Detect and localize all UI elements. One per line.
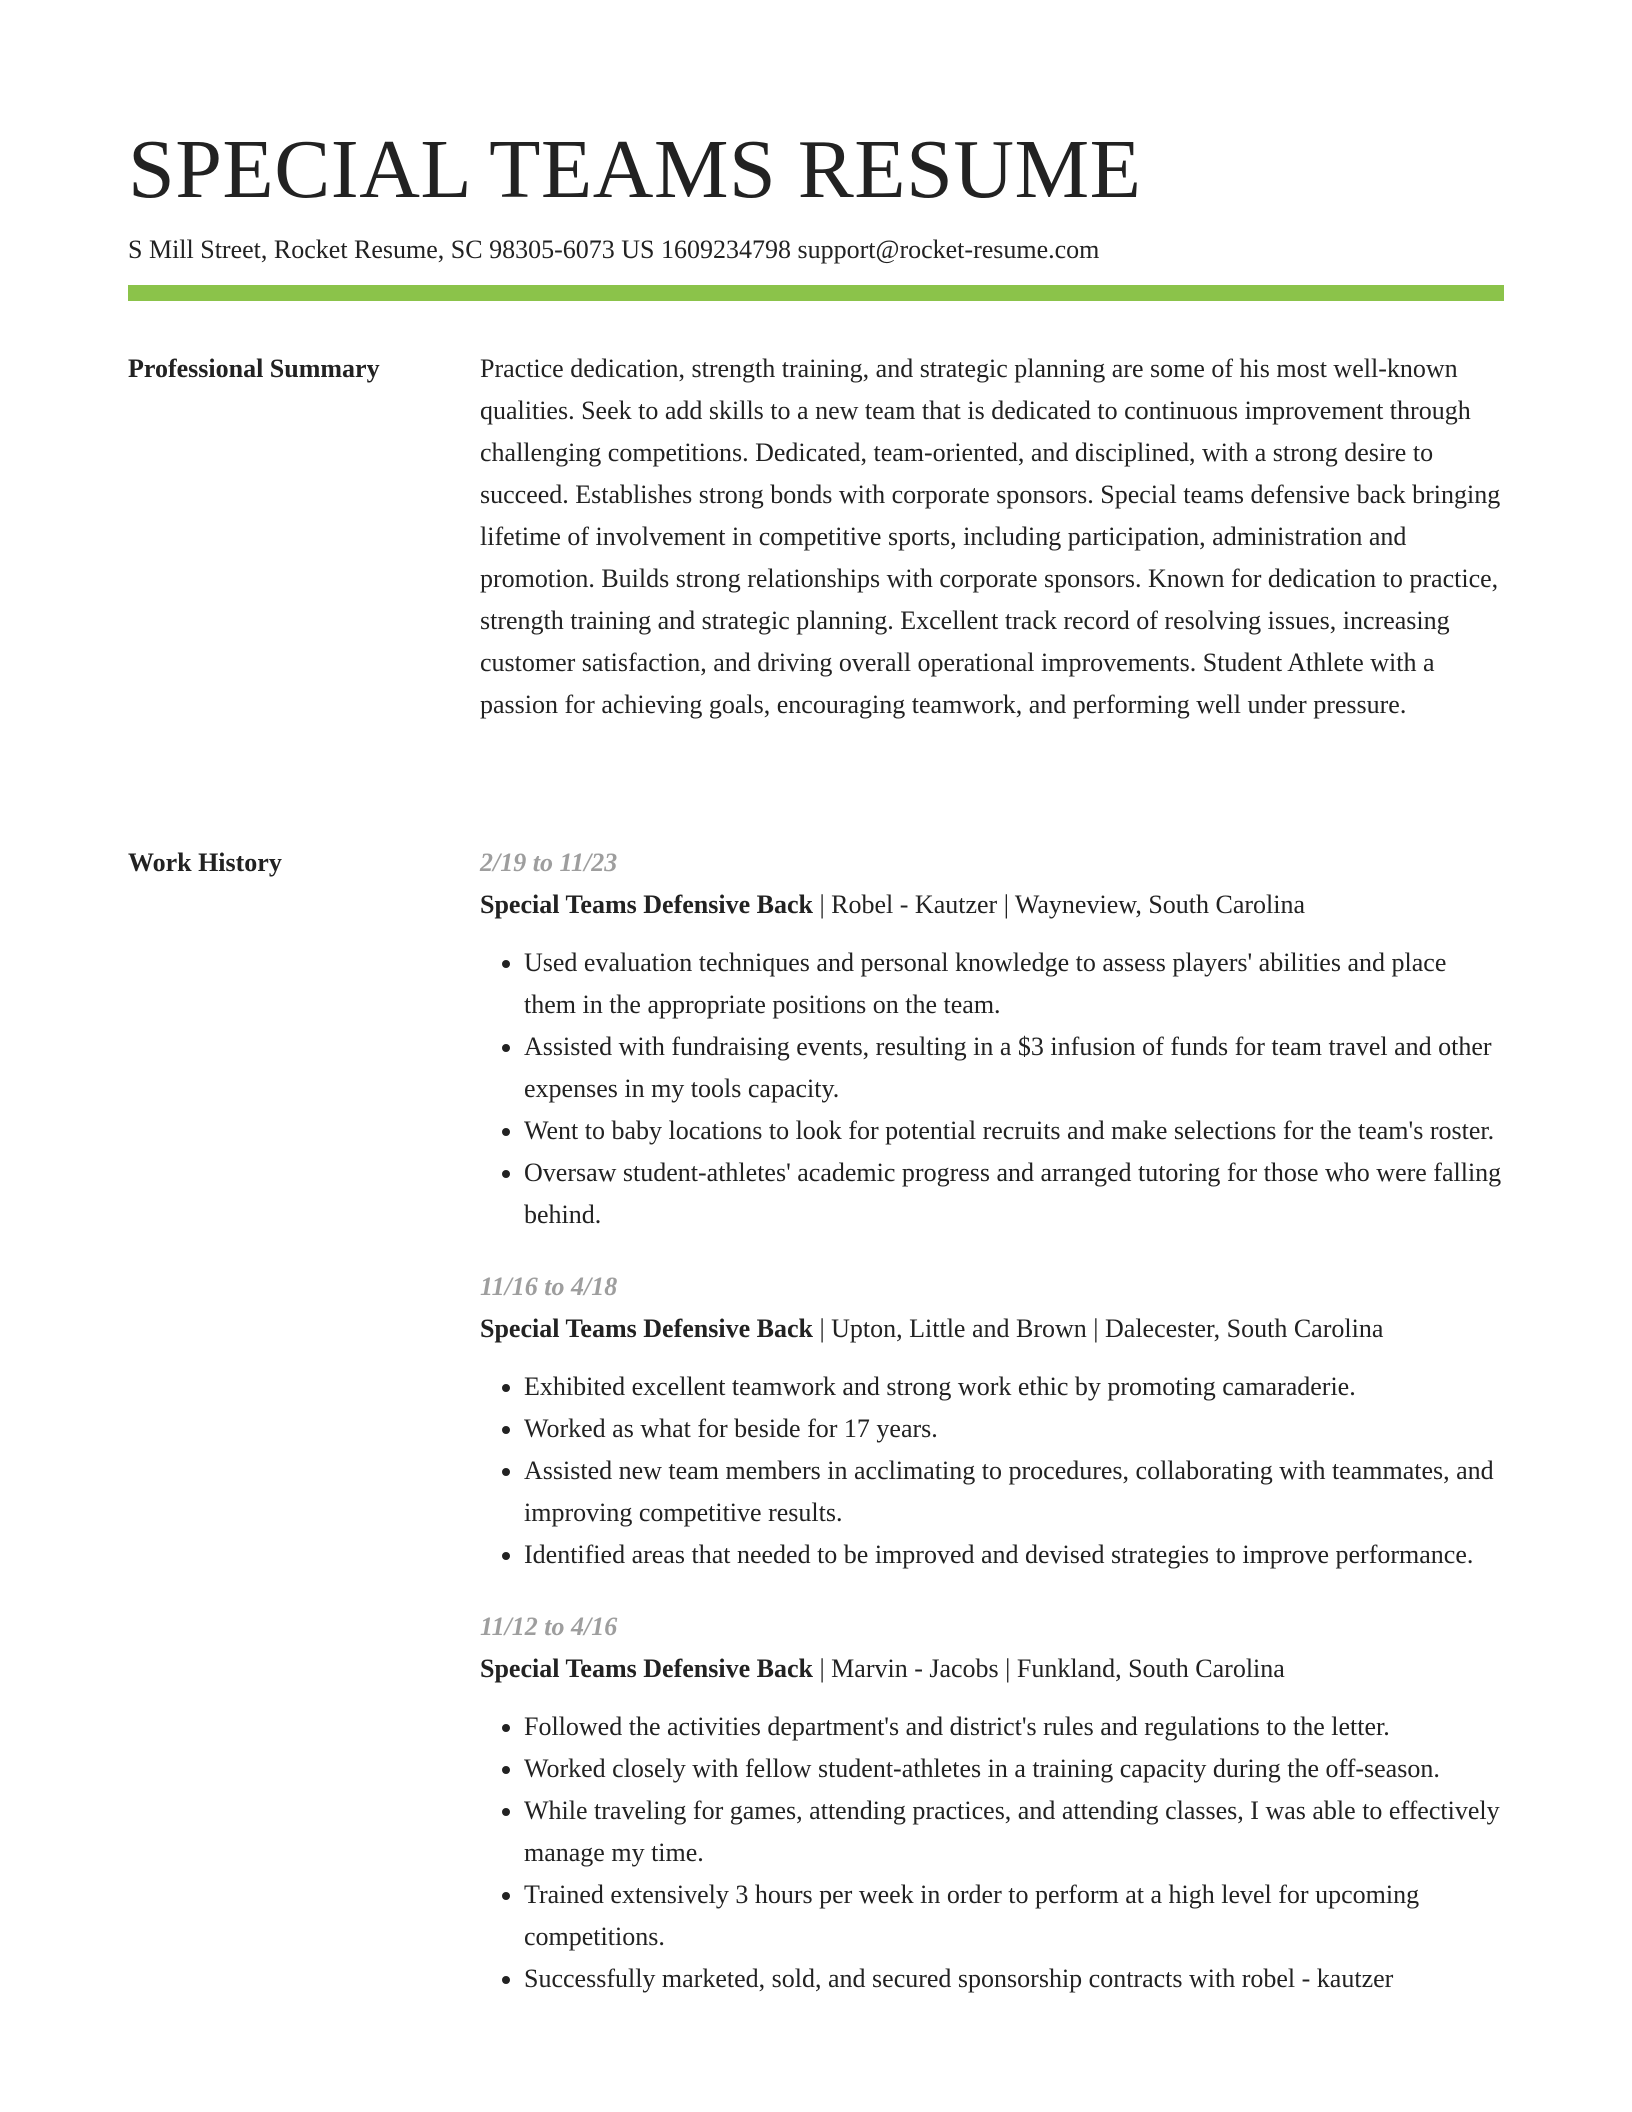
job-bullet: • Identified areas that needed to be improved and devised strategies to improve performance. xyxy=(524,1534,1504,1576)
summary-body xyxy=(480,348,1504,726)
summary-label: Professional Summary xyxy=(128,354,380,383)
job-bullets xyxy=(480,1366,1504,1576)
job-bullet: • While traveling for games, attending practices, and attending classes, I was able to effectively manage my time. xyxy=(524,1790,1504,1874)
job-bullet: • Assisted with fundraising events, resulting in a $3 infusion of funds for team travel and other expenses in my tools capacity. xyxy=(524,1026,1504,1110)
job-entry xyxy=(480,1266,1504,1576)
job-bullets xyxy=(480,1706,1504,2000)
job-title: Special Teams Defensive Back xyxy=(480,890,813,919)
job-title: Special Teams Defensive Back xyxy=(480,1314,813,1343)
job-entry xyxy=(480,1606,1504,2000)
job-bullet: • Successfully marketed, sold, and secured sponsorship contracts with robel - kautzer xyxy=(524,1958,1504,2000)
job-bullet: • Followed the activities department's and district's rules and regulations to the letter. xyxy=(524,1706,1504,1748)
job-dates: 11/16 to 4/18 xyxy=(480,1272,618,1301)
job-bullet: • Worked closely with fellow student-athletes in a training capacity during the off-season. xyxy=(524,1748,1504,1790)
job-heading xyxy=(480,884,1504,926)
job-title: Special Teams Defensive Back xyxy=(480,1654,813,1683)
job-dates: 2/19 to 11/23 xyxy=(480,848,618,877)
header-divider xyxy=(128,285,1504,301)
work-history-label: Work History xyxy=(128,848,282,877)
job-bullet: • Assisted new team members in acclimating to procedures, collaborating with teammates, and improving competitive results. xyxy=(524,1450,1504,1534)
job-entry xyxy=(480,842,1504,1236)
resume-title: SPECIAL TEAMS RESUME xyxy=(128,123,1142,216)
job-bullets xyxy=(480,942,1504,1236)
job-bullet: • Trained extensively 3 hours per week in order to perform at a high level for upcoming competitions. xyxy=(524,1874,1504,1958)
job-bullet: • Oversaw student-athletes' academic progress and arranged tutoring for those who were falling behind. xyxy=(524,1152,1504,1236)
job-bullet: • Worked as what for beside for 17 years. xyxy=(524,1408,1504,1450)
job-details: | Upton, Little and Brown | Dalecester, South Carolina xyxy=(812,1314,1384,1343)
job-details: | Marvin - Jacobs | Funkland, South Carolina xyxy=(812,1654,1285,1683)
job-bullet: • Exhibited excellent teamwork and strong work ethic by promoting camaraderie. xyxy=(524,1366,1504,1408)
summary-text: Practice dedication, strength training, and strategic planning are some of his most well-known qualities. Seek to add skills to a new team that is dedicated to continuous improvement through challenging competitions. Dedicated, team-oriented, and disciplined, with a strong desire to succeed. Establishes strong bonds with corporate sponsors. Special teams defensive back bringing lifetime of involvement in competitive sports, including participation, administration and promotion. Builds strong relationships with corporate sponsors. Known for dedication to practice, strength training and strategic planning. Excellent track record of resolving issues, increasing customer satisfaction, and driving overall operational improvements. Student Athlete with a passion for achieving goals, encouraging teamwork, and performing well under pressure. xyxy=(480,354,1501,719)
contact-line: S Mill Street, Rocket Resume, SC 98305-6073 US 1609234798 support@rocket-resume.com xyxy=(128,235,1100,264)
job-bullet: • Used evaluation techniques and personal knowledge to assess players' abilities and place them in the appropriate positions on the team. xyxy=(524,942,1504,1026)
job-details: | Robel - Kautzer | Wayneview, South Carolina xyxy=(812,890,1306,919)
job-heading xyxy=(480,1308,1504,1350)
job-heading xyxy=(480,1648,1504,1690)
job-dates: 11/12 to 4/16 xyxy=(480,1612,618,1641)
work-history-body xyxy=(480,842,1504,2030)
job-bullet: • Went to baby locations to look for potential recruits and make selections for the team's roster. xyxy=(524,1110,1504,1152)
